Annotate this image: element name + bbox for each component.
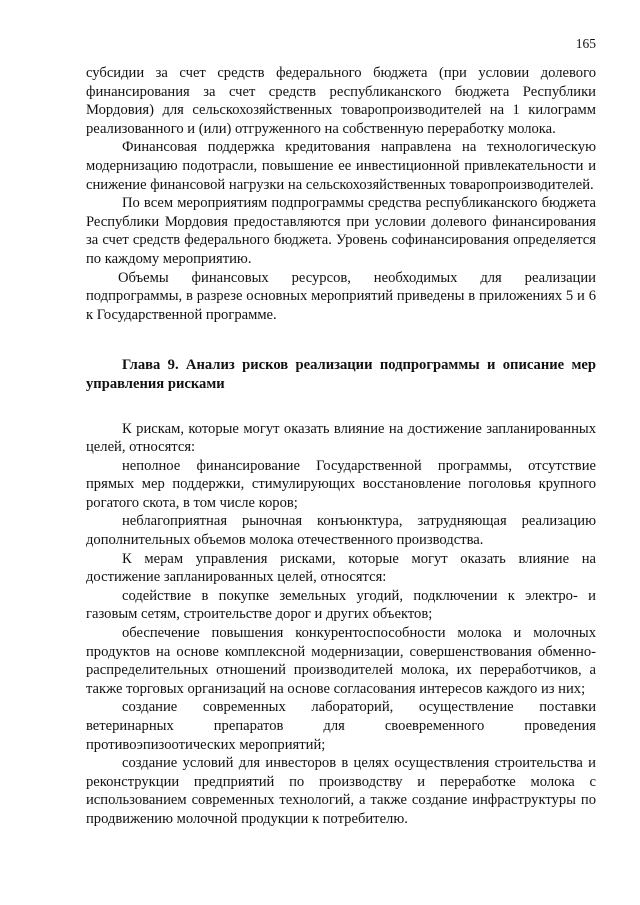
paragraph-subsidies: субсидии за счет средств федерального бюджета (при условии долевого финансирования за счет средств республиканского бюджета Республики Мордовия) для сельскохозяйственных товаропроизводителей на 1 килограмм реализованного и (или) отгруженного на собственную переработку молока. [86,65,596,137]
paragraph-financial-volumes: Объемы финансовых ресурсов, необходимых для реализации подпрограммы, в разрезе основных мероприятий приведены в приложениях 5 и 6 к Государственной программе. [86,269,596,323]
risks-intro: К рискам, которые могут оказать влияние на достижение запланированных целей, относятся: [86,420,596,456]
measure-item: создание современных лабораторий, осуществление поставки ветеринарных препаратов для своевременного проведения противоэпизоотических мероприятий; [86,699,596,753]
measure-item: содействие в покупке земельных угодий, подключении к электро- и газовым сетям, строительстве дорог и других объектов; [86,587,596,623]
paragraph-credit-support: Финансовая поддержка кредитования направлена на технологическую модернизацию подотрасли, повышение ее инвестиционной привлекательности и снижение финансовой нагрузки на сельскохозяйственных товаропроизводителей. [86,139,596,193]
risk-item: неблагоприятная рыночная конъюнктура, затрудняющая реализацию дополнительных объемов молока отечественного производства. [86,513,596,549]
measure-item: обеспечение повышения конкурентоспособности молока и молочных продуктов на основе комплексной модернизации, совершенствования обменно-распределительных отношений производителей молока, их переработчиков, а также торговых организаций на основе согласования интересов каждого из них; [86,625,596,697]
risk-item: неполное финансирование Государственной программы, отсутствие прямых мер поддержки, стимулирующих восстановление поголовья крупного рогатого скота, в том числе коров; [86,457,596,511]
page-number: 165 [575,36,596,51]
paragraph-cofinancing: По всем мероприятиям подпрограммы средства республиканского бюджета Республики Мордовия предоставляются при условии долевого финансирования за счет средств федерального бюджета. Уровень софинансирования определяется по каждому мероприятию. [86,195,596,267]
measure-item: создание условий для инвесторов в целях осуществления строительства и реконструкции предприятий по производству и переработке молока с использованием современных технологий, а также создание инфраструктуры по продвижению молочной продукции к потребителю. [86,755,596,827]
chapter-heading: Глава 9. Анализ рисков реализации подпрограммы и описание мер управления рисками [86,357,596,392]
measures-intro: К мерам управления рисками, которые могут оказать влияние на достижение запланированных целей, относятся: [86,550,596,586]
page-body [86,64,596,829]
